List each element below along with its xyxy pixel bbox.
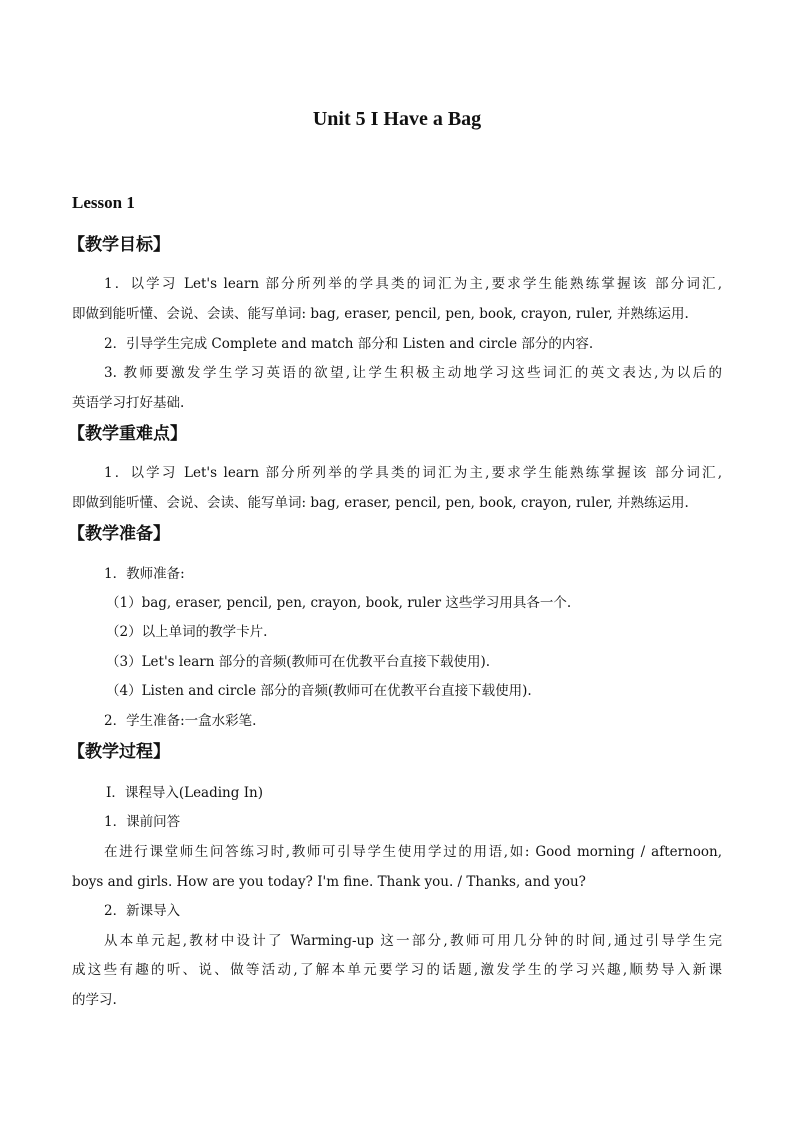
process-line-6: 从本单元起,教材中设计了 Warming-up 这一部分,教师可用几分钟的时间,通过引导学生完 <box>104 933 722 949</box>
section-heading-key-points: 【教学重难点】 <box>68 424 187 444</box>
process-line-4: boys and girls. How are you today? I'm fine. Thank you. / Thanks, and you? <box>72 874 586 890</box>
process-line-5: 2．新课导入 <box>104 903 181 919</box>
key-points-line-2: 即做到能听懂、会说、会读、能写单词: bag, eraser, pencil, pen, book, crayon, ruler, 并熟练运用. <box>72 495 689 511</box>
goals-line-5: 英语学习打好基础. <box>72 395 185 411</box>
section-heading-preparation: 【教学准备】 <box>68 524 170 544</box>
preparation-line-3: （2）以上单词的教学卡片. <box>106 624 268 640</box>
key-points-line-1: 1．以学习 Let's learn 部分所列举的学具类的词汇为主,要求学生能熟练掌握该 部分词汇, <box>104 465 722 481</box>
lesson-heading: Lesson 1 <box>72 193 135 212</box>
process-line-2: 1．课前问答 <box>104 814 181 830</box>
preparation-line-1: 1．教师准备: <box>104 566 185 582</box>
process-line-1: Ⅰ．课程导入(Leading In) <box>106 785 263 801</box>
unit-title: Unit 5 I Have a Bag <box>312 108 482 130</box>
preparation-line-2: （1）bag, eraser, pencil, pen, crayon, book, ruler 这些学习用具各一个. <box>106 595 572 611</box>
goals-line-2: 即做到能听懂、会说、会读、能写单词: bag, eraser, pencil, pen, book, crayon, ruler, 并熟练运用. <box>72 306 689 322</box>
preparation-line-4: （3）Let's learn 部分的音频(教师可在优教平台直接下载使用). <box>106 654 491 670</box>
preparation-line-6: 2．学生准备:一盒水彩笔. <box>104 713 257 729</box>
goals-line-3: 2．引导学生完成 Complete and match 部分和 Listen and circle 部分的内容. <box>104 336 594 352</box>
process-line-8: 的学习. <box>72 992 117 1008</box>
goals-line-1: 1．以学习 Let's learn 部分所列举的学具类的词汇为主,要求学生能熟练掌握该 部分词汇, <box>104 276 722 292</box>
goals-line-4: 3. 教师要激发学生学习英语的欲望,让学生积极主动地学习这些词汇的英文表达,为以后的 <box>104 365 722 381</box>
preparation-line-5: （4）Listen and circle 部分的音频(教师可在优教平台直接下载使用). <box>106 683 532 699</box>
process-line-7: 成这些有趣的听、说、做等活动,了解本单元要学习的话题,激发学生的学习兴趣,顺势导入新课 <box>72 962 722 978</box>
process-line-3: 在进行课堂师生问答练习时,教师可引导学生使用学过的用语,如: Good morning / afternoon, <box>104 844 722 860</box>
section-heading-goals: 【教学目标】 <box>68 235 170 255</box>
section-heading-process: 【教学过程】 <box>68 742 170 762</box>
